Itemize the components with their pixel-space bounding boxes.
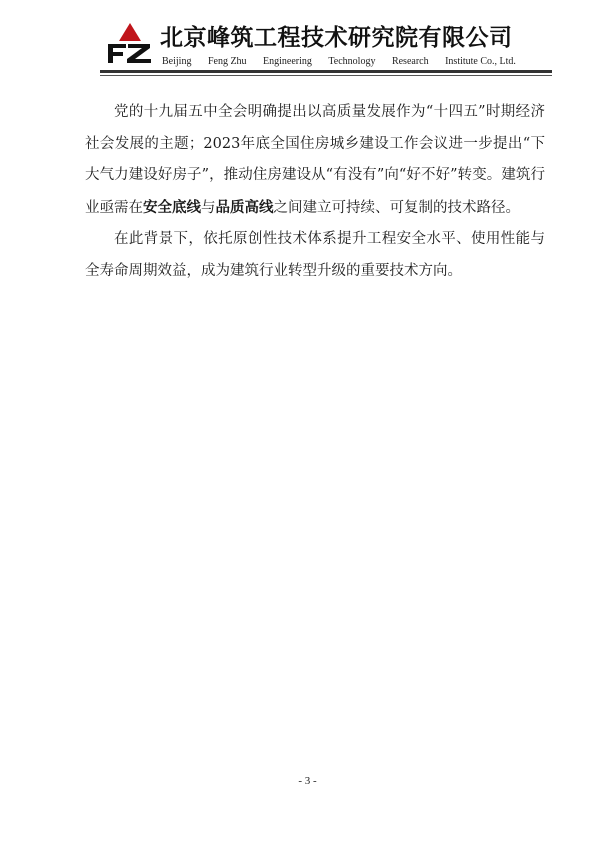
document-body xyxy=(85,97,545,287)
page-number: - 3 - xyxy=(298,775,317,787)
paragraph-text: 之间建立可持续、可复制的技术路径。 xyxy=(273,199,520,216)
org-name-en-word: Research xyxy=(391,56,429,67)
fz-triangle-logo-icon xyxy=(104,22,156,64)
bold-term-safety-baseline: 安全底线 xyxy=(143,198,201,216)
bold-term-quality-high-line: 品质高线 xyxy=(215,198,274,216)
header-rule-thick xyxy=(100,70,552,73)
org-name-chinese: 北京峰筑工程技术研究院有限公司 xyxy=(160,25,513,51)
org-name-en-word: Beijing xyxy=(162,56,192,67)
org-name-en-word: Institute Co., Ltd. xyxy=(445,56,516,67)
org-name-en-word: Feng Zhu xyxy=(207,56,247,67)
org-name-en-word: Technology xyxy=(328,56,376,67)
header-rule-thin xyxy=(100,75,552,76)
paragraph: 在此背景下，依托原创性技术体系提升工程安全水平、使用性能与全寿命周期效益，成为建筑行业转型升级的重要技术方向。 xyxy=(85,231,545,279)
org-name-en-word: Engineering xyxy=(263,56,312,67)
paragraph-text: 与 xyxy=(201,199,216,216)
paragraph xyxy=(85,97,545,224)
org-name-english xyxy=(162,56,516,67)
paragraph-text: 党的十九届五中全会明确提出以高质量发展作为“十四五”时期经济社会发展的主题；2023年底全国住房城乡建设工作会议进一步提出“下大气力建设好房子”，推动住房建设从“有没有”向“好不好”转变。建筑行业亟需在 xyxy=(85,104,545,216)
letterhead xyxy=(0,0,615,80)
